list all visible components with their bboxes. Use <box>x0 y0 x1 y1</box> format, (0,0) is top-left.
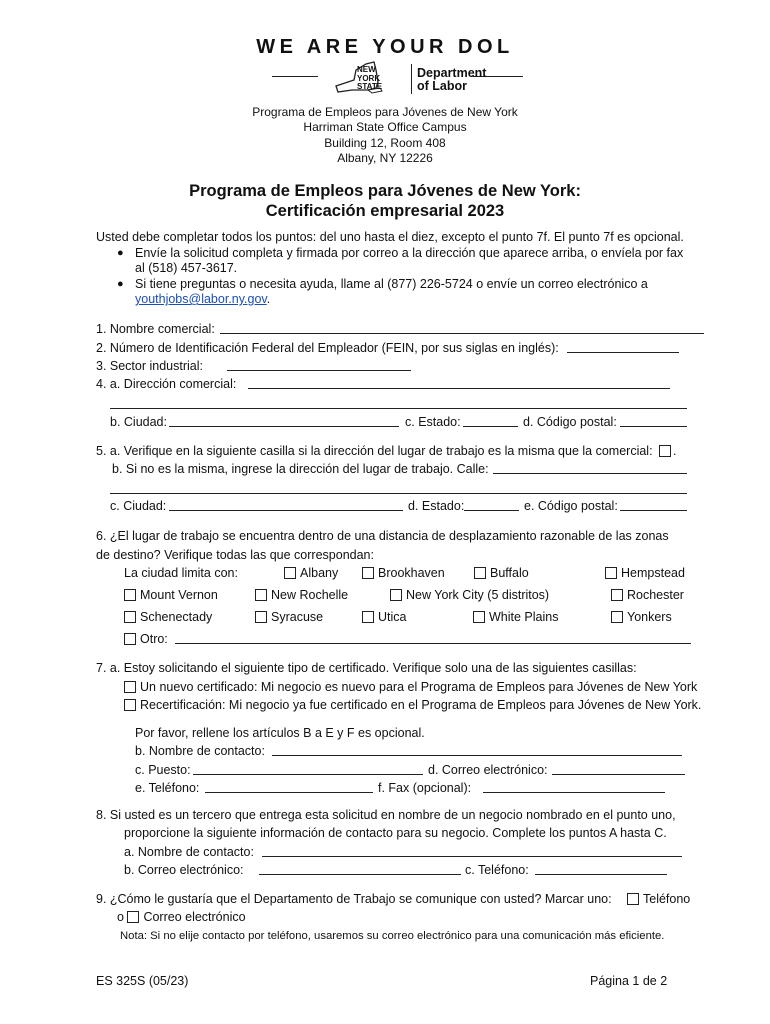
worksite-state-field[interactable] <box>464 499 519 511</box>
brookhaven-checkbox[interactable] <box>362 567 374 579</box>
option-mount-vernon[interactable]: Mount Vernon <box>124 588 218 602</box>
q7c-label: c. Puesto: <box>135 763 191 777</box>
q7b-label: b. Nombre de contacto: <box>135 744 265 758</box>
option-rochester[interactable]: Rochester <box>611 588 684 602</box>
option-new-york-city[interactable]: New York City (5 distritos) <box>390 588 549 602</box>
schenectady-checkbox[interactable] <box>124 611 136 623</box>
q4b-label: b. Ciudad: <box>110 415 167 429</box>
q2-label: 2. Número de Identificación Federal del Empleador (FEIN, por sus siglas en inglés): <box>96 341 559 355</box>
q8b-label: b. Correo electrónico: <box>124 863 244 877</box>
email-link[interactable]: youthjobs@labor.ny.gov <box>135 292 267 306</box>
third-party-contact-field[interactable] <box>262 845 682 857</box>
new-rochelle-checkbox[interactable] <box>255 589 267 601</box>
other-checkbox[interactable] <box>124 633 136 645</box>
q5e-label: e. Código postal: <box>524 499 618 513</box>
q5b-label: b. Si no es la misma, ingrese la dirección del lugar de trabajo. Calle: <box>112 462 489 476</box>
utica-checkbox[interactable] <box>362 611 374 623</box>
q1-label: 1. Nombre comercial: <box>96 322 215 336</box>
contact-phone-field[interactable] <box>205 781 373 793</box>
q5d-label: d. Estado: <box>408 499 465 513</box>
q9-note: Nota: Si no elije contacto por teléfono, usaremos su correo electrónico para una comunicación más eficiente. <box>120 930 665 942</box>
new-certificate-checkbox[interactable] <box>124 681 136 693</box>
fax-field[interactable] <box>483 781 665 793</box>
option-new-certificate[interactable]: Un nuevo certificado: Mi negocio es nuevo para el Programa de Empleos para Jóvenes de New York <box>124 680 697 694</box>
albany-checkbox[interactable] <box>284 567 296 579</box>
q9-line1: 9. ¿Cómo le gustaría que el Departamento de Trabajo se comunique con usted? Marcar uno: <box>96 892 612 906</box>
intro-bullet-fax: al (518) 457-3617. <box>135 261 238 275</box>
form-id: ES 325S (05/23) <box>96 974 189 988</box>
q7-instructions: Por favor, rellene los artículos B a E y F es opcional. <box>135 726 425 740</box>
worksite-street-line2-field[interactable] <box>110 482 687 494</box>
q3-label: 3. Sector industrial: <box>96 359 203 373</box>
option-other[interactable]: Otro: <box>124 632 168 646</box>
worksite-zip-field[interactable] <box>620 499 687 511</box>
q4a-label: 4. a. Dirección comercial: <box>96 377 237 391</box>
header-rule-left <box>272 76 318 77</box>
syracuse-checkbox[interactable] <box>255 611 267 623</box>
intro-bullet-help: Si tiene preguntas o necesita ayuda, llame al (877) 226-5724 o envíe un correo electrónico a <box>135 277 648 291</box>
yonkers-checkbox[interactable] <box>611 611 623 623</box>
intro-email-row: youthjobs@labor.ny.gov. <box>135 292 271 306</box>
fein-field[interactable] <box>567 341 679 353</box>
logo-state-text: NEW YORK STATE <box>357 65 383 91</box>
bullet-icon: ● <box>117 247 124 259</box>
business-zip-field[interactable] <box>620 415 687 427</box>
email-checkbox[interactable] <box>127 911 139 923</box>
option-syracuse[interactable]: Syracuse <box>255 610 323 624</box>
logo-department-text: Department of Labor <box>417 66 487 93</box>
q6-line1: 6. ¿El lugar de trabajo se encuentra dentro de una distancia de desplazamiento razonable de las zonas <box>96 529 669 543</box>
q4d-label: d. Código postal: <box>523 415 617 429</box>
logo-divider <box>411 64 412 94</box>
bullet-icon: ● <box>117 278 124 290</box>
option-yonkers[interactable]: Yonkers <box>611 610 672 624</box>
q8a-label: a. Nombre de contacto: <box>124 845 254 859</box>
contact-name-field[interactable] <box>272 744 682 756</box>
business-state-field[interactable] <box>463 415 518 427</box>
limit-label: La ciudad limita con: <box>124 566 238 580</box>
q8-line2: proporcione la siguiente información de contacto para su negocio. Complete los puntos A hasta C. <box>124 826 667 840</box>
contact-email-field[interactable] <box>552 763 685 775</box>
option-utica[interactable]: Utica <box>362 610 406 624</box>
hempstead-checkbox[interactable] <box>605 567 617 579</box>
option-brookhaven[interactable]: Brookhaven <box>362 566 445 580</box>
industry-sector-field[interactable] <box>227 359 411 371</box>
q5c-label: c. Ciudad: <box>110 499 167 513</box>
rochester-checkbox[interactable] <box>611 589 623 601</box>
intro-text: Usted debe completar todos los puntos: del uno hasta el diez, excepto el punto 7f. El punto 7f es opcional. <box>96 230 684 244</box>
option-recertification[interactable]: Recertificación: Mi negocio ya fue certificado en el Programa de Empleos para Jóvenes de New York. <box>124 698 701 712</box>
option-white-plains[interactable]: White Plains <box>473 610 558 624</box>
phone-checkbox[interactable] <box>627 893 639 905</box>
q5a-row: 5. a. Verifique en la siguiente casilla si la dirección del lugar de trabajo es la misma que la comercial: . <box>96 444 677 458</box>
mount-vernon-checkbox[interactable] <box>124 589 136 601</box>
business-city-field[interactable] <box>169 415 399 427</box>
title-field[interactable] <box>193 763 423 775</box>
q8-line1: 8. Si usted es un tercero que entrega esta solicitud en nombre de un negocio nombrado en el punto uno, <box>96 808 676 822</box>
same-address-checkbox[interactable] <box>659 445 671 457</box>
third-party-phone-field[interactable] <box>535 863 667 875</box>
business-name-field[interactable] <box>220 322 704 334</box>
worksite-city-field[interactable] <box>169 499 403 511</box>
intro-bullet-mail: Envíe la solicitud completa y firmada por correo a la dirección que aparece arriba, o envíela por fax <box>135 246 684 260</box>
new-york-city-checkbox[interactable] <box>390 589 402 601</box>
mailing-address: Programa de Empleos para Jóvenes de New York Harriman State Office Campus Building 12, Room 408 Albany, NY 12226 <box>252 105 518 165</box>
buffalo-checkbox[interactable] <box>474 567 486 579</box>
other-city-field[interactable] <box>175 632 691 644</box>
option-schenectady[interactable]: Schenectady <box>124 610 212 624</box>
q7e-label: e. Teléfono: <box>135 781 200 795</box>
q7d-label: d. Correo electrónico: <box>428 763 548 777</box>
white-plains-checkbox[interactable] <box>473 611 485 623</box>
business-address-field[interactable] <box>248 377 670 389</box>
option-phone[interactable]: Teléfono <box>627 892 690 906</box>
option-new-rochelle[interactable]: New Rochelle <box>255 588 348 602</box>
q7f-label: f. Fax (opcional): <box>378 781 472 795</box>
business-address-line2-field[interactable] <box>110 397 687 409</box>
q6-line2: de destino? Verifique todas las que correspondan: <box>96 548 374 562</box>
option-albany[interactable]: Albany <box>284 566 338 580</box>
option-hempstead[interactable]: Hempstead <box>605 566 685 580</box>
worksite-street-field[interactable] <box>493 462 687 474</box>
option-email-row: o Correo electrónico <box>117 910 246 924</box>
third-party-email-field[interactable] <box>259 863 461 875</box>
form-title: Programa de Empleos para Jóvenes de New York: Certificación empresarial 2023 <box>189 182 581 220</box>
q4c-label: c. Estado: <box>405 415 461 429</box>
slogan: WE ARE YOUR DOL <box>256 36 514 58</box>
q7a-label: 7. a. Estoy solicitando el siguiente tipo de certificado. Verifique solo una de las siguientes casillas: <box>96 661 637 675</box>
q8c-label: c. Teléfono: <box>465 863 529 877</box>
recertification-checkbox[interactable] <box>124 699 136 711</box>
page-number: Página 1 de 2 <box>590 974 668 988</box>
option-buffalo[interactable]: Buffalo <box>474 566 529 580</box>
